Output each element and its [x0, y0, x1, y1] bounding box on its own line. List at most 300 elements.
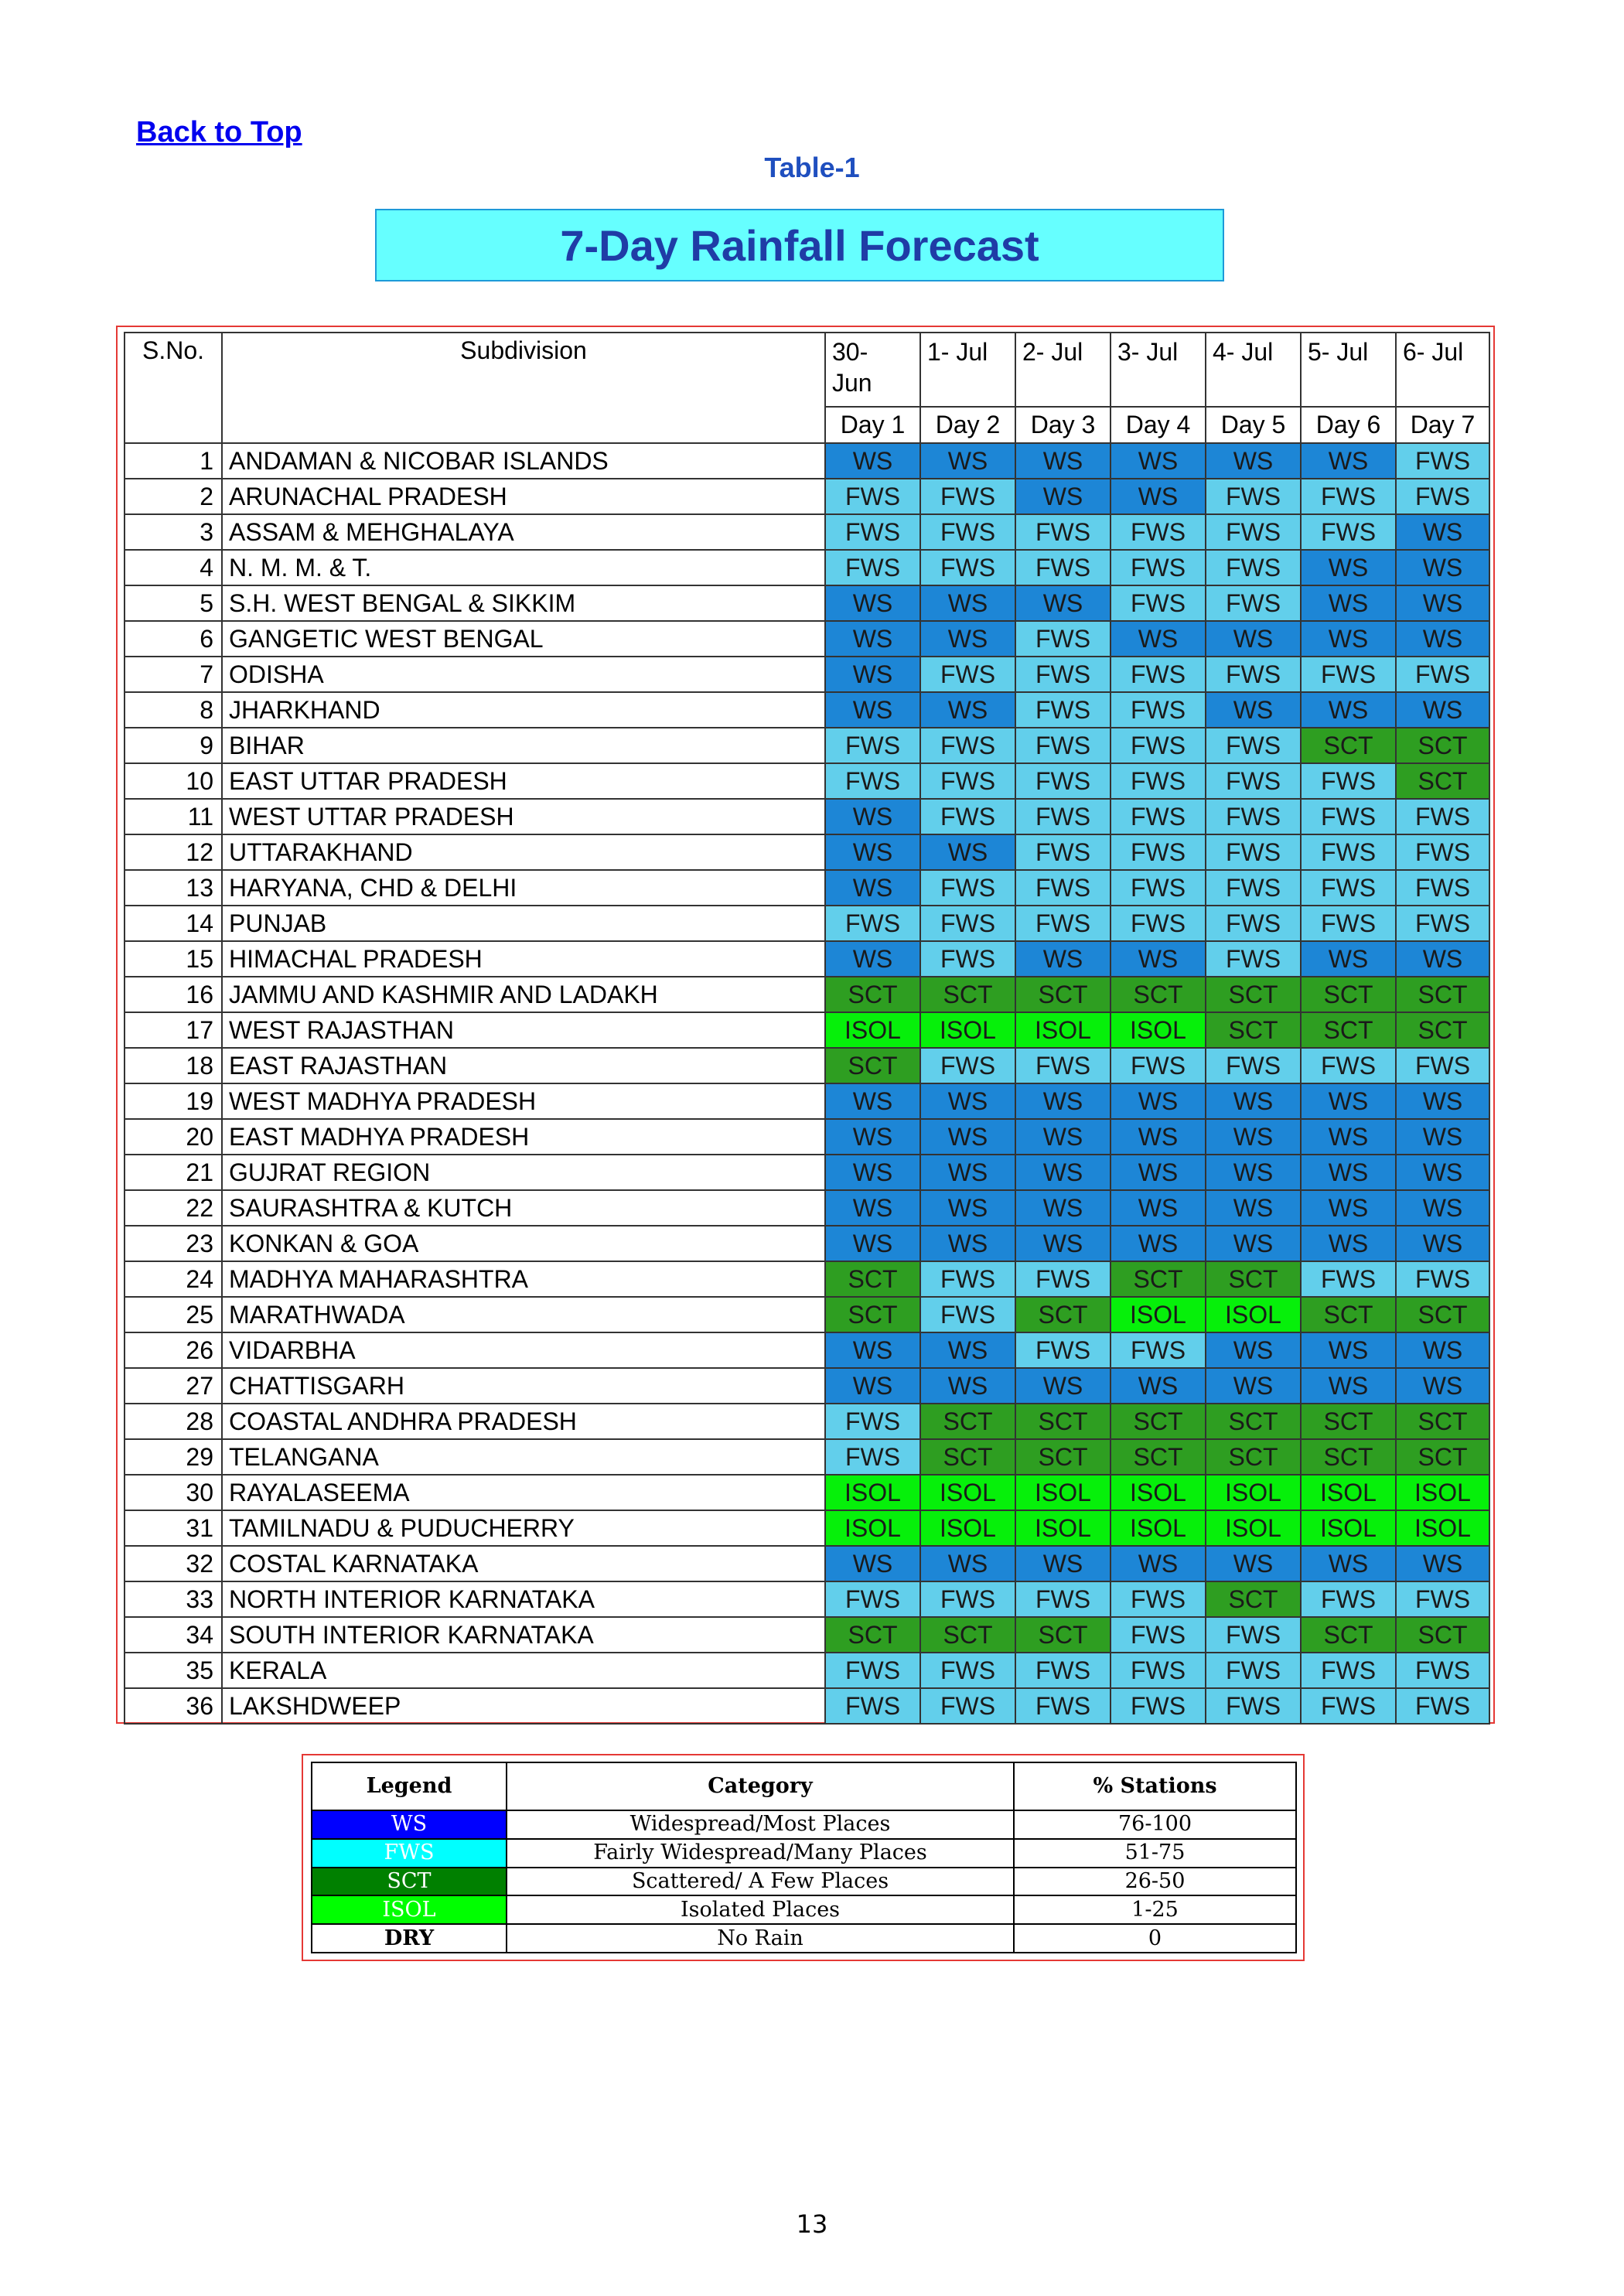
forecast-cell: WS [1206, 692, 1301, 728]
table-caption: Table-1 [764, 152, 860, 183]
row-sno: 12 [125, 834, 222, 870]
forecast-cell: SCT [1396, 763, 1489, 799]
forecast-cell: WS [1396, 1190, 1489, 1226]
row-sno: 21 [125, 1155, 222, 1190]
forecast-cell: WS [1396, 621, 1489, 657]
row-subdivision: SOUTH INTERIOR KARNATAKA [222, 1617, 825, 1653]
forecast-cell: FWS [920, 1297, 1015, 1332]
forecast-cell: FWS [1111, 1048, 1206, 1083]
row-subdivision: WEST RAJASTHAN [222, 1012, 825, 1048]
forecast-cell: ISOL [825, 1510, 920, 1546]
row-subdivision: SAURASHTRA & KUTCH [222, 1190, 825, 1226]
forecast-cell: SCT [1015, 1617, 1111, 1653]
row-subdivision: BIHAR [222, 728, 825, 763]
legend-code-sct: SCT [312, 1868, 507, 1896]
forecast-cell: WS [1015, 1155, 1111, 1190]
forecast-cell: WS [920, 1083, 1015, 1119]
table-row [125, 1510, 1489, 1546]
table-row [125, 1155, 1489, 1190]
row-subdivision: EAST RAJASTHAN [222, 1048, 825, 1083]
forecast-cell: WS [1301, 443, 1396, 479]
forecast-cell: WS [825, 1155, 920, 1190]
forecast-cell: WS [1015, 1226, 1111, 1261]
forecast-cell: ISOL [1301, 1510, 1396, 1546]
forecast-cell: ISOL [1111, 1475, 1206, 1510]
row-subdivision: S.H. WEST BENGAL & SIKKIM [222, 585, 825, 621]
forecast-cell: WS [1015, 1190, 1111, 1226]
forecast-cell: WS [1396, 1226, 1489, 1261]
forecast-cell: WS [825, 1546, 920, 1581]
forecast-cell: FWS [1206, 763, 1301, 799]
forecast-cell: SCT [1206, 1404, 1301, 1439]
forecast-cell: WS [1206, 443, 1301, 479]
forecast-cell: WS [1301, 941, 1396, 977]
forecast-cell: WS [1206, 1368, 1301, 1404]
table-row [125, 1226, 1489, 1261]
forecast-cell: WS [1396, 692, 1489, 728]
legend-code-dry: DRY [312, 1924, 507, 1953]
forecast-cell: WS [825, 1226, 920, 1261]
row-subdivision: ARUNACHAL PRADESH [222, 479, 825, 514]
forecast-cell: SCT [1396, 728, 1489, 763]
table-row [125, 941, 1489, 977]
row-sno: 4 [125, 550, 222, 585]
row-sno: 5 [125, 585, 222, 621]
legend-category: No Rain [507, 1924, 1014, 1953]
forecast-cell: WS [825, 1368, 920, 1404]
forecast-cell: FWS [1015, 799, 1111, 834]
forecast-cell: SCT [1396, 1617, 1489, 1653]
forecast-cell: SCT [1111, 977, 1206, 1012]
row-sno: 11 [125, 799, 222, 834]
forecast-cell: WS [1301, 1332, 1396, 1368]
forecast-cell: FWS [1396, 1581, 1489, 1617]
forecast-cell: FWS [1396, 799, 1489, 834]
table-row [125, 1261, 1489, 1297]
table-row [125, 1404, 1489, 1439]
forecast-cell: FWS [920, 870, 1015, 906]
table-row [125, 550, 1489, 585]
forecast-cell: WS [920, 1190, 1015, 1226]
forecast-cell: FWS [1111, 728, 1206, 763]
forecast-cell: WS [1111, 1190, 1206, 1226]
row-subdivision: EAST UTTAR PRADESH [222, 763, 825, 799]
legend-category: Fairly Widespread/Many Places [507, 1839, 1014, 1868]
forecast-cell: FWS [920, 1653, 1015, 1688]
forecast-cell: WS [1111, 1226, 1206, 1261]
row-sno: 3 [125, 514, 222, 550]
row-subdivision: N. M. M. & T. [222, 550, 825, 585]
row-sno: 20 [125, 1119, 222, 1155]
legend-code-isol: ISOL [312, 1895, 507, 1924]
forecast-cell: FWS [1206, 1653, 1301, 1688]
forecast-cell: SCT [825, 1261, 920, 1297]
row-sno: 22 [125, 1190, 222, 1226]
forecast-cell: WS [825, 1119, 920, 1155]
forecast-cell: FWS [825, 1439, 920, 1475]
forecast-cell: FWS [1396, 1048, 1489, 1083]
forecast-cell: WS [1111, 443, 1206, 479]
forecast-cell: SCT [1301, 1297, 1396, 1332]
table-row [125, 1012, 1489, 1048]
table-row [125, 1297, 1489, 1332]
forecast-cell: FWS [1015, 728, 1111, 763]
row-subdivision: JAMMU AND KASHMIR AND LADAKH [222, 977, 825, 1012]
forecast-cell: WS [1015, 1546, 1111, 1581]
forecast-cell: WS [1111, 941, 1206, 977]
forecast-cell: WS [1301, 1083, 1396, 1119]
row-sno: 30 [125, 1475, 222, 1510]
forecast-cell: WS [825, 1190, 920, 1226]
forecast-cell: FWS [1015, 621, 1111, 657]
table-row [125, 1190, 1489, 1226]
forecast-cell: FWS [1015, 906, 1111, 941]
forecast-cell: WS [1111, 1155, 1206, 1190]
legend-header-stations: % Stations [1014, 1762, 1296, 1810]
table-row [125, 1083, 1489, 1119]
header-date: 6- Jul [1396, 333, 1489, 407]
forecast-cell: FWS [1206, 906, 1301, 941]
forecast-cell: FWS [825, 906, 920, 941]
row-subdivision: MARATHWADA [222, 1297, 825, 1332]
row-subdivision: KONKAN & GOA [222, 1226, 825, 1261]
forecast-cell: FWS [825, 1581, 920, 1617]
row-sno: 7 [125, 657, 222, 692]
forecast-cell: FWS [1111, 1653, 1206, 1688]
row-subdivision: UTTARAKHAND [222, 834, 825, 870]
forecast-cell: SCT [1015, 1439, 1111, 1475]
forecast-cell: WS [825, 585, 920, 621]
forecast-cell: WS [825, 834, 920, 870]
forecast-cell: WS [1206, 1083, 1301, 1119]
forecast-cell: FWS [1396, 1653, 1489, 1688]
forecast-cell: SCT [920, 977, 1015, 1012]
legend-row [312, 1924, 1296, 1953]
forecast-cell: SCT [1301, 728, 1396, 763]
forecast-cell: FWS [1206, 479, 1301, 514]
forecast-cell: FWS [920, 1688, 1015, 1724]
forecast-cell: ISOL [1015, 1475, 1111, 1510]
row-subdivision: ASSAM & MEHGHALAYA [222, 514, 825, 550]
forecast-cell: WS [920, 692, 1015, 728]
table-row [125, 834, 1489, 870]
forecast-cell: FWS [1301, 479, 1396, 514]
forecast-cell: WS [920, 443, 1015, 479]
legend-range: 1-25 [1014, 1895, 1296, 1924]
forecast-cell: FWS [825, 728, 920, 763]
header-day: Day 5 [1206, 407, 1301, 443]
forecast-cell: WS [1206, 1546, 1301, 1581]
forecast-cell: WS [825, 870, 920, 906]
row-subdivision: EAST MADHYA PRADESH [222, 1119, 825, 1155]
forecast-cell: FWS [1301, 1581, 1396, 1617]
forecast-cell: WS [1206, 621, 1301, 657]
row-sno: 31 [125, 1510, 222, 1546]
forecast-cell: FWS [1015, 1653, 1111, 1688]
row-sno: 28 [125, 1404, 222, 1439]
forecast-cell: WS [1396, 941, 1489, 977]
forecast-cell: WS [920, 1332, 1015, 1368]
forecast-cell: SCT [1111, 1261, 1206, 1297]
forecast-cell: WS [920, 1546, 1015, 1581]
forecast-cell: FWS [1111, 692, 1206, 728]
row-sno: 32 [125, 1546, 222, 1581]
row-sno: 14 [125, 906, 222, 941]
forecast-cell: WS [1206, 1190, 1301, 1226]
legend-range: 26-50 [1014, 1868, 1296, 1896]
forecast-cell: FWS [920, 1581, 1015, 1617]
forecast-cell: FWS [1015, 657, 1111, 692]
forecast-cell: SCT [825, 1297, 920, 1332]
forecast-cell: FWS [1396, 834, 1489, 870]
header-day: Day 2 [920, 407, 1015, 443]
forecast-cell: FWS [920, 763, 1015, 799]
forecast-cell: FWS [1015, 1332, 1111, 1368]
forecast-cell: FWS [825, 550, 920, 585]
forecast-cell: ISOL [1015, 1510, 1111, 1546]
header-day: Day 6 [1301, 407, 1396, 443]
legend-code-ws: WS [312, 1810, 507, 1839]
forecast-cell: WS [1206, 1119, 1301, 1155]
forecast-cell: WS [920, 1155, 1015, 1190]
forecast-cell: SCT [1301, 1617, 1396, 1653]
forecast-cell: FWS [1301, 1688, 1396, 1724]
forecast-cell: WS [1111, 1368, 1206, 1404]
row-sno: 17 [125, 1012, 222, 1048]
forecast-cell: WS [1396, 550, 1489, 585]
forecast-cell: FWS [1015, 1688, 1111, 1724]
forecast-cell: FWS [1111, 1617, 1206, 1653]
forecast-cell: ISOL [1015, 1012, 1111, 1048]
forecast-cell: FWS [1396, 479, 1489, 514]
table-row [125, 799, 1489, 834]
legend-row [312, 1810, 1296, 1839]
forecast-cell: WS [825, 799, 920, 834]
row-subdivision: WEST UTTAR PRADESH [222, 799, 825, 834]
forecast-cell: FWS [1206, 550, 1301, 585]
forecast-cell: WS [1111, 621, 1206, 657]
forecast-cell: FWS [1111, 1332, 1206, 1368]
legend-category: Scattered/ A Few Places [507, 1868, 1014, 1896]
row-subdivision: GUJRAT REGION [222, 1155, 825, 1190]
back-to-top-link[interactable]: Back to Top [136, 116, 302, 148]
forecast-cell: FWS [1015, 870, 1111, 906]
forecast-cell: FWS [1301, 834, 1396, 870]
forecast-cell: FWS [1015, 550, 1111, 585]
table-row [125, 906, 1489, 941]
forecast-cell: WS [1301, 1119, 1396, 1155]
table-row [125, 657, 1489, 692]
forecast-cell: FWS [1111, 1581, 1206, 1617]
forecast-cell: FWS [1301, 1261, 1396, 1297]
legend-category: Isolated Places [507, 1895, 1014, 1924]
forecast-cell: ISOL [1301, 1475, 1396, 1510]
forecast-cell: WS [1301, 1368, 1396, 1404]
forecast-cell: FWS [1111, 799, 1206, 834]
forecast-cell: FWS [1396, 657, 1489, 692]
forecast-cell: ISOL [1396, 1510, 1489, 1546]
forecast-cell: SCT [825, 1048, 920, 1083]
forecast-cell: SCT [1015, 1297, 1111, 1332]
forecast-cell: ISOL [825, 1475, 920, 1510]
forecast-cell: WS [1015, 443, 1111, 479]
forecast-cell: FWS [1301, 906, 1396, 941]
forecast-cell: FWS [1111, 834, 1206, 870]
forecast-cell: WS [1396, 1155, 1489, 1190]
row-subdivision: TAMILNADU & PUDUCHERRY [222, 1510, 825, 1546]
forecast-cell: FWS [1206, 1617, 1301, 1653]
forecast-cell: ISOL [1206, 1475, 1301, 1510]
forecast-cell: FWS [1301, 870, 1396, 906]
forecast-cell: FWS [1396, 1261, 1489, 1297]
row-subdivision: ANDAMAN & NICOBAR ISLANDS [222, 443, 825, 479]
forecast-cell: FWS [1301, 1653, 1396, 1688]
forecast-cell: SCT [1301, 1439, 1396, 1475]
forecast-cell: WS [1301, 550, 1396, 585]
forecast-cell: WS [825, 657, 920, 692]
forecast-cell: SCT [1301, 1404, 1396, 1439]
table-row [125, 1119, 1489, 1155]
forecast-cell: WS [825, 621, 920, 657]
forecast-cell: SCT [1206, 1439, 1301, 1475]
row-subdivision: MADHYA MAHARASHTRA [222, 1261, 825, 1297]
table-row [125, 1439, 1489, 1475]
table-row [125, 479, 1489, 514]
forecast-cell: ISOL [1206, 1510, 1301, 1546]
legend-range: 51-75 [1014, 1839, 1296, 1868]
forecast-cell: FWS [1396, 443, 1489, 479]
forecast-cell: WS [1396, 585, 1489, 621]
forecast-cell: FWS [1206, 799, 1301, 834]
row-sno: 18 [125, 1048, 222, 1083]
forecast-cell: ISOL [1111, 1012, 1206, 1048]
forecast-cell: ISOL [1396, 1475, 1489, 1510]
row-sno: 13 [125, 870, 222, 906]
row-sno: 33 [125, 1581, 222, 1617]
table-row [125, 763, 1489, 799]
legend-range: 76-100 [1014, 1810, 1296, 1839]
table-row [125, 1332, 1489, 1368]
table-row [125, 1688, 1489, 1724]
forecast-cell: WS [1111, 1119, 1206, 1155]
header-day: Day 4 [1111, 407, 1206, 443]
forecast-cell: SCT [920, 1404, 1015, 1439]
table-row [125, 1368, 1489, 1404]
forecast-cell: SCT [1015, 1404, 1111, 1439]
forecast-cell: WS [1301, 1546, 1396, 1581]
forecast-cell: WS [920, 1226, 1015, 1261]
forecast-cell: SCT [1396, 1404, 1489, 1439]
forecast-cell: WS [825, 1083, 920, 1119]
forecast-cell: WS [1111, 1083, 1206, 1119]
forecast-cell: FWS [1396, 870, 1489, 906]
forecast-cell: FWS [920, 728, 1015, 763]
forecast-cell: FWS [920, 550, 1015, 585]
forecast-cell: FWS [825, 479, 920, 514]
forecast-cell: WS [1396, 1083, 1489, 1119]
forecast-cell: WS [920, 1119, 1015, 1155]
forecast-cell: SCT [1111, 1439, 1206, 1475]
forecast-cell: FWS [1206, 1688, 1301, 1724]
legend-row [312, 1895, 1296, 1924]
forecast-cell: WS [1015, 1119, 1111, 1155]
forecast-cell: SCT [825, 1617, 920, 1653]
row-sno: 29 [125, 1439, 222, 1475]
header-date: 30- Jun [825, 333, 920, 407]
forecast-cell: SCT [1206, 1012, 1301, 1048]
forecast-cell: FWS [1015, 1261, 1111, 1297]
row-sno: 2 [125, 479, 222, 514]
row-sno: 36 [125, 1688, 222, 1724]
header-day: Day 7 [1396, 407, 1489, 443]
legend-row [312, 1868, 1296, 1896]
row-sno: 15 [125, 941, 222, 977]
forecast-cell: FWS [1015, 1048, 1111, 1083]
forecast-cell: SCT [1396, 1297, 1489, 1332]
legend-table [311, 1762, 1297, 1953]
forecast-cell: ISOL [1206, 1297, 1301, 1332]
forecast-cell: SCT [1206, 1261, 1301, 1297]
row-sno: 35 [125, 1653, 222, 1688]
row-sno: 10 [125, 763, 222, 799]
forecast-cell: WS [1301, 1155, 1396, 1190]
forecast-cell: WS [1396, 1368, 1489, 1404]
forecast-cell: FWS [920, 941, 1015, 977]
forecast-cell: FWS [1111, 763, 1206, 799]
legend-header-row [312, 1762, 1296, 1810]
forecast-cell: FWS [1301, 514, 1396, 550]
forecast-cell: FWS [1015, 763, 1111, 799]
table-row [125, 692, 1489, 728]
legend-range: 0 [1014, 1924, 1296, 1953]
forecast-cell: FWS [1015, 1581, 1111, 1617]
forecast-cell: SCT [1206, 1581, 1301, 1617]
table-row [125, 514, 1489, 550]
forecast-cell: SCT [1396, 1012, 1489, 1048]
forecast-cell: WS [1301, 621, 1396, 657]
row-subdivision: CHATTISGARH [222, 1368, 825, 1404]
forecast-cell: SCT [1396, 1439, 1489, 1475]
forecast-cell: WS [1015, 941, 1111, 977]
forecast-cell: ISOL [920, 1510, 1015, 1546]
forecast-cell: WS [1301, 1226, 1396, 1261]
row-subdivision: ODISHA [222, 657, 825, 692]
row-subdivision: COSTAL KARNATAKA [222, 1546, 825, 1581]
row-sno: 16 [125, 977, 222, 1012]
row-subdivision: HARYANA, CHD & DELHI [222, 870, 825, 906]
legend-frame [302, 1754, 1305, 1961]
header-day: Day 3 [1015, 407, 1111, 443]
forecast-cell: WS [825, 941, 920, 977]
forecast-cell: FWS [1301, 657, 1396, 692]
forecast-cell: FWS [1015, 514, 1111, 550]
row-subdivision: NORTH INTERIOR KARNATAKA [222, 1581, 825, 1617]
forecast-cell: FWS [1015, 692, 1111, 728]
page-number: 13 [796, 2209, 828, 2239]
forecast-cell: WS [1111, 479, 1206, 514]
forecast-cell: FWS [1206, 585, 1301, 621]
forecast-cell: WS [1015, 585, 1111, 621]
forecast-cell: WS [825, 443, 920, 479]
forecast-cell: SCT [1301, 977, 1396, 1012]
forecast-cell: FWS [825, 1404, 920, 1439]
title-box [375, 209, 1224, 281]
forecast-table [124, 332, 1490, 1725]
forecast-cell: ISOL [920, 1475, 1015, 1510]
forecast-cell: FWS [1111, 906, 1206, 941]
forecast-cell: WS [1301, 1190, 1396, 1226]
forecast-cell: FWS [825, 763, 920, 799]
